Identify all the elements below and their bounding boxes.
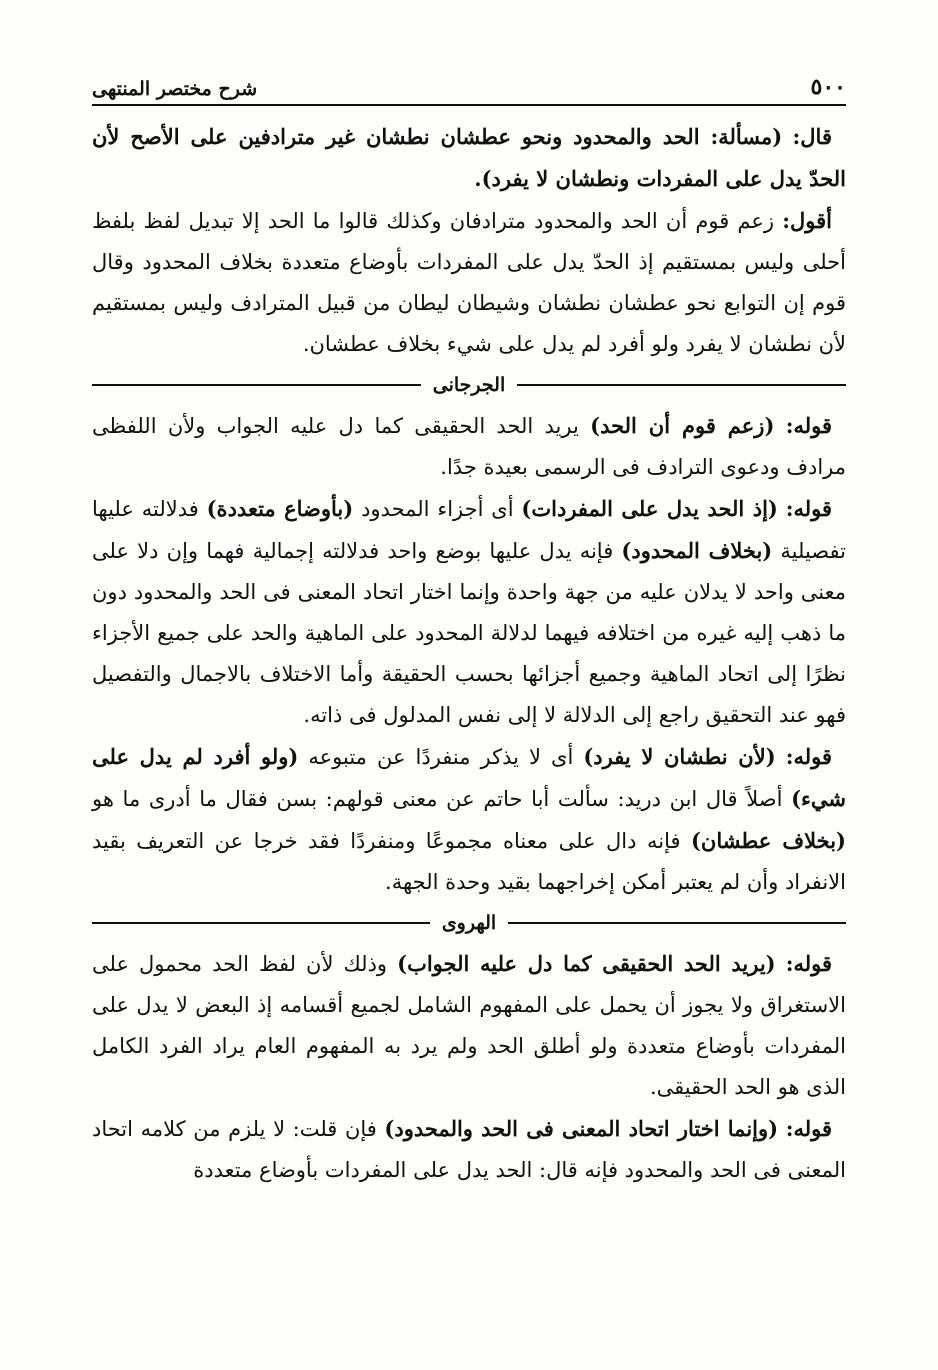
section-title: الهروى bbox=[441, 911, 497, 934]
note-paragraph: قوله: (يريد الحد الحقيقى كما دل عليه الجواب) وذلك لأن لفظ الحد محمول على الاستغراق ولا يجوز أن يحمل على المفهوم الشامل لجميع أقسامه إذ البعض لا يدل على المفردات بأوضاع متعددة ولو أطلق الحد ولم يرد به المفهوم العام يراد الفرد الكامل الذى هو الحد الحقيقى. bbox=[92, 951, 846, 1099]
note-paragraph: قوله: (لأن نطشان لا يفرد) أى لا يذكر منفردًا عن متبوعه (ولو أفرد لم يدل على شيء) أصلاً قال ابن دريد: سألت أبا حاتم عن معنى قولهم: بسن فقال ما أدرى ما هو (بخلاف عطشان) فإنه دال على معناه مجموعًا ومنفردًا فقد خرجا عن التعريف بقيد الانفراد وأن لم يعتبر أمكن إخراجهما بقيد وحدة الجهة. bbox=[92, 744, 846, 894]
matn-paragraph: قال: (مسألة: الحد والمحدود ونحو عطشان نطشان غير مترادفين على الأصح لأن الحدّ يدل على المفردات ونطشان لا يفرد). bbox=[92, 124, 846, 191]
sharh-paragraph: أقول: زعم قوم أن الحد والمحدود مترادفان وكذلك قالوا ما الحد إلا تبديل لفظ بلفظ أحلى وليس بمستقيم إذ الحدّ يدل على المفردات بأوضاع متعددة بخلاف المحدود وقال قوم إن التوابع نحو عطشان نطشان وشيطان ليطان من قبيل المترادف وليس بمستقيم لأن نطشان لا يفرد ولو أفرد لم يدل على شيء بخلاف عطشان. bbox=[92, 208, 846, 356]
note-paragraph: قوله: (وإنما اختار اتحاد المعنى فى الحد والمحدود) فإن قلت: لا يلزم من كلامه اتحاد المعنى فى الحد والمحدود فإنه قال: الحد يدل على المفردات بأوضاع متعددة bbox=[92, 1116, 846, 1182]
note-paragraph: قوله: (زعم قوم أن الحد) يريد الحد الحقيقى كما دل عليه الجواب ولأن اللفظى مرادف ودعوى الترادف فى الرسمى بعيدة جدًا. bbox=[92, 413, 846, 479]
note-paragraph: قوله: (إذ الحد يدل على المفردات) أى أجزاء المحدود (بأوضاع متعددة) فدلالته عليها تفصيلية (بخلاف المحدود) فإنه يدل عليها بوضع واحد فدلالته إجمالية فهما وإن دلا على معنى واحد لا يدلان عليه من جهة واحدة وإنما اختار اتحاد المعنى فى الحد والمحدود دون ما ذهب إليه غيره من اختلافه فيهما لدلالة المحدود على الماهية والحد على جميع الأجزاء نظرًا إلى اتحاد الماهية وجميع أجزائها بحسب الحقيقة وأما الاختلاف بالاجمال والتفصيل فهو عند التحقيق راجع إلى الدلالة لا إلى نفس المدلول فى ذاته. bbox=[92, 496, 846, 727]
page-body bbox=[92, 116, 846, 1330]
section-divider-harawi bbox=[92, 903, 846, 943]
section-title: الجرجانى bbox=[432, 373, 506, 396]
section-divider-jurjani bbox=[92, 365, 846, 405]
book-title: شرح مختصر المنتهى bbox=[92, 78, 258, 100]
page-header bbox=[92, 72, 846, 106]
page-number: ٥٠٠ bbox=[810, 74, 846, 100]
